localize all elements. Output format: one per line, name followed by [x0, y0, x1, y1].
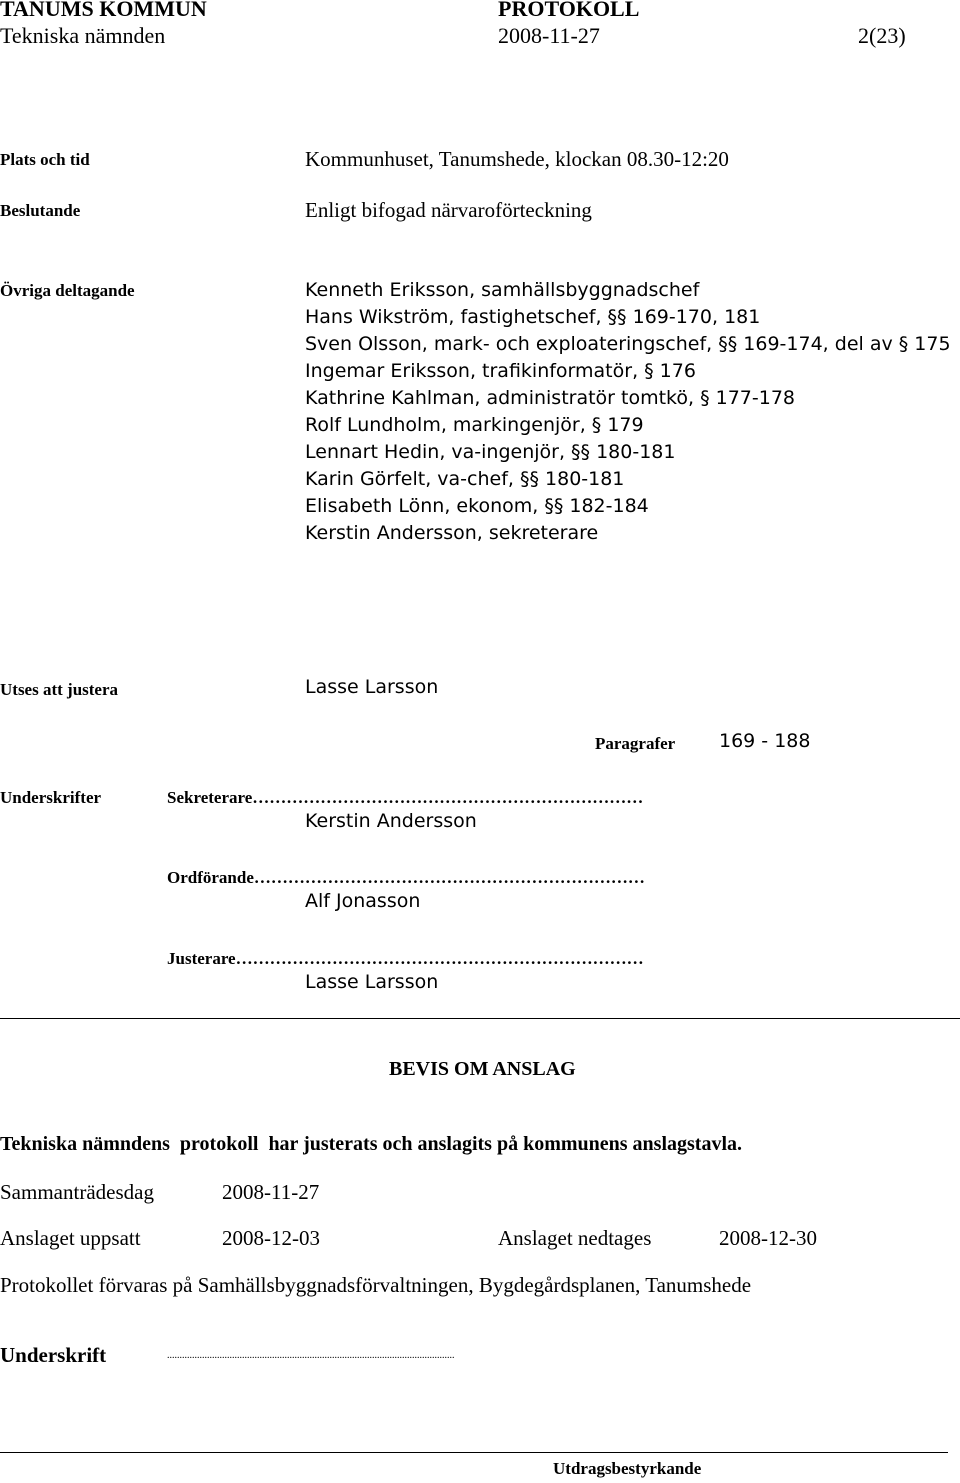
- adjust-label: Utses att justera: [0, 680, 119, 699]
- chair-signature-line: Ordförande……………………………………………………………: [167, 868, 645, 887]
- meeting-day-label: Sammanträdesdag: [0, 1180, 154, 1204]
- extract-label: Utdragsbestyrkande: [553, 1459, 702, 1478]
- signature-line: ...................................................................................................................: [167, 1350, 455, 1361]
- list-item: Kathrine Kahlman, administratör tomtkö, § 177-178: [305, 387, 796, 409]
- adjuster-signature-line: Justerare………………………………………………………………: [167, 949, 644, 968]
- section-divider: [0, 1018, 960, 1019]
- paragraphs-value: 169 - 188: [719, 730, 811, 752]
- list-item: Hans Wikström, fastighetschef, §§ 169-170, 181: [305, 306, 761, 328]
- place-value: Kommunhuset, Tanumshede, klockan 08.30-12:20: [305, 147, 729, 171]
- posted-label: Anslaget uppsatt: [0, 1226, 141, 1250]
- removed-value: 2008-12-30: [719, 1226, 817, 1250]
- meeting-day-value: 2008-11-27: [222, 1180, 320, 1204]
- org-name: TANUMS KOMMUN: [0, 0, 207, 21]
- list-item: Sven Olsson, mark- och exploateringschef, §§ 169-174, del av § 175: [305, 333, 951, 355]
- adjust-value: Lasse Larsson: [305, 676, 439, 698]
- doc-type: PROTOKOLL: [498, 0, 640, 21]
- extract-rule: [0, 1452, 948, 1453]
- decision-value: Enligt bifogad närvaroförteckning: [305, 198, 592, 222]
- committee-name: Tekniska nämnden: [0, 23, 166, 48]
- notice-statement: Tekniska nämndens protokoll har justerats och anslagits på kommunens anslagstavla.: [0, 1133, 743, 1155]
- list-item: Lennart Hedin, va-ingenjör, §§ 180-181: [305, 441, 676, 463]
- list-item: Ingemar Eriksson, trafikinformatör, § 176: [305, 360, 696, 382]
- list-item: Rolf Lundholm, markingenjör, § 179: [305, 414, 644, 436]
- removed-label: Anslaget nedtages: [498, 1226, 652, 1250]
- list-item: Kenneth Eriksson, samhällsbyggnadschef: [305, 279, 700, 301]
- participant-list: [305, 277, 951, 547]
- notice-title: BEVIS OM ANSLAG: [389, 1058, 576, 1080]
- adjuster-name: Lasse Larsson: [305, 971, 439, 993]
- secretary-name: Kerstin Andersson: [305, 810, 477, 832]
- posted-value: 2008-12-03: [222, 1226, 320, 1250]
- signatures-label: Underskrifter: [0, 788, 102, 807]
- header-date: 2008-11-27: [498, 23, 600, 48]
- chair-name: Alf Jonasson: [305, 890, 421, 912]
- paragraphs-label: Paragrafer: [595, 734, 676, 753]
- list-item: Kerstin Andersson, sekreterare: [305, 522, 599, 544]
- signature-label: Underskrift: [0, 1343, 107, 1367]
- list-item: Elisabeth Lönn, ekonom, §§ 182-184: [305, 495, 649, 517]
- secretary-signature-line: Sekreterare……………………………………………………………: [167, 788, 644, 807]
- decision-label: Beslutande: [0, 201, 81, 220]
- list-item: Karin Görfelt, va-chef, §§ 180-181: [305, 468, 625, 490]
- storage-text: Protokollet förvaras på Samhällsbyggnadsförvaltningen, Bygdegårdsplanen, Tanumshede: [0, 1273, 752, 1297]
- place-label: Plats och tid: [0, 150, 90, 169]
- others-label: Övriga deltagande: [0, 281, 135, 300]
- page-number: 2(23): [858, 23, 906, 48]
